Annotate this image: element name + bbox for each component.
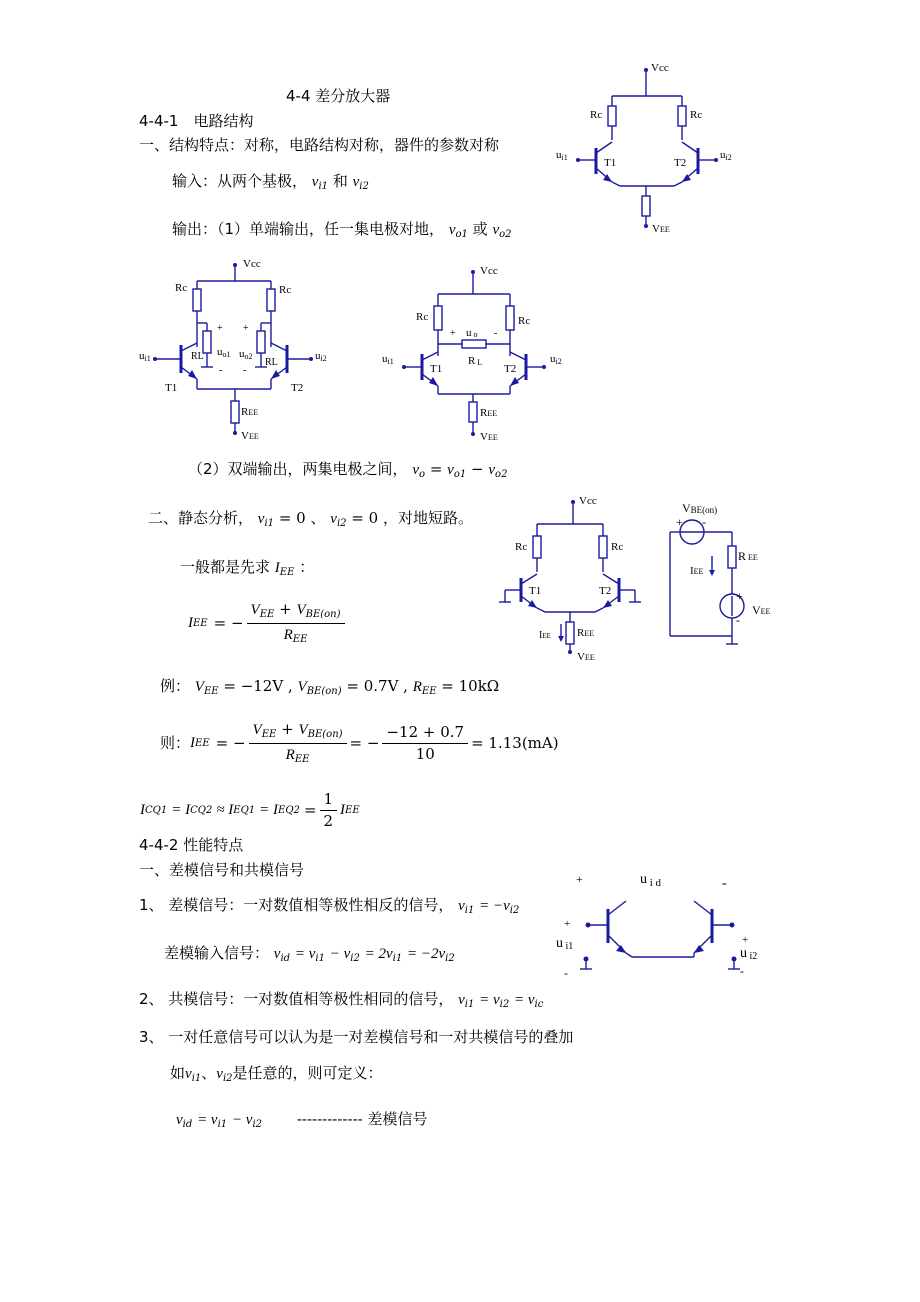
ex-vbe-val: = 0.7V , bbox=[346, 677, 408, 695]
diff-vi1-sub: i1 bbox=[464, 905, 475, 916]
c1-rc-right: Rc bbox=[690, 109, 703, 121]
c3-ree: REE bbox=[480, 407, 498, 419]
eq-sign: = bbox=[429, 460, 443, 478]
vo: v bbox=[412, 462, 419, 478]
formula-fraction bbox=[247, 602, 345, 645]
c3-rc-left: Rc bbox=[416, 311, 429, 323]
static-dot: 、 bbox=[310, 509, 326, 527]
def-vid-expr: = v bbox=[197, 1112, 218, 1128]
c3-uo: u o bbox=[466, 327, 478, 339]
vi1-sub: i1 bbox=[318, 181, 329, 192]
c1-rc-left: Rc bbox=[590, 109, 603, 121]
num-vee-sub: EE bbox=[259, 609, 275, 620]
calc-neg: = − bbox=[215, 734, 246, 752]
heading-4-4-2-text: 4-4-2 性能特点 bbox=[139, 836, 244, 854]
general-iee-sub: EE bbox=[279, 567, 295, 578]
c2-ree: REE bbox=[241, 406, 259, 418]
den-ree-sub: EE bbox=[292, 634, 308, 645]
c2-vcc: Vcc bbox=[243, 258, 261, 270]
c6-minus-left: - bbox=[564, 966, 568, 980]
para-define bbox=[170, 1066, 383, 1084]
c1-vcc: Vcc bbox=[651, 62, 669, 74]
calc-num-vee: V bbox=[252, 722, 262, 738]
c2-uo1: uo1 bbox=[217, 346, 231, 359]
calc-fraction-1 bbox=[249, 722, 347, 765]
c1-t1: T1 bbox=[604, 157, 617, 169]
c2-t2: T2 bbox=[291, 382, 304, 394]
circuit-basic bbox=[550, 60, 750, 240]
vo1: v bbox=[448, 222, 456, 238]
para-example bbox=[160, 679, 499, 697]
vo1-b: v bbox=[447, 462, 454, 478]
example-label: 例： bbox=[160, 677, 191, 695]
input-label: 输入：从两个基极， bbox=[172, 172, 308, 190]
ex-vee-val: = −12V , bbox=[223, 677, 293, 695]
def-vid-b: − v bbox=[231, 1112, 253, 1128]
calc-den: 10 bbox=[415, 745, 435, 763]
diff-signal-label: 1、 差模信号：一对数值相等极性相反的信号， bbox=[139, 896, 454, 914]
vi1: v bbox=[311, 174, 319, 190]
half-den: 2 bbox=[323, 812, 334, 830]
ieq2-sub: EQ2 bbox=[278, 804, 300, 816]
def-dash: ------------- bbox=[296, 1110, 363, 1128]
ieq1-sub: EQ1 bbox=[233, 804, 256, 816]
ex-vee: V bbox=[194, 679, 204, 695]
output2-label: （2）双端输出，两集电极之间， bbox=[188, 460, 408, 478]
formula-iee-lhs-sub: EE bbox=[193, 617, 208, 629]
general-iee: I bbox=[274, 560, 280, 576]
section-title: 4-4 差分放大器 bbox=[286, 87, 391, 105]
c2-t1: T1 bbox=[165, 382, 178, 394]
formula-iee bbox=[188, 602, 348, 645]
calc-num-vee-sub: EE bbox=[261, 729, 277, 740]
formula-neg: = − bbox=[213, 614, 244, 632]
static-label: 二、静态分析， bbox=[148, 509, 254, 527]
para-output-1 bbox=[172, 222, 512, 240]
vi2: v bbox=[352, 174, 360, 190]
cm-rel2: = v bbox=[514, 992, 535, 1008]
c4-ree: REE bbox=[577, 627, 595, 639]
calc-iee: I bbox=[190, 735, 196, 751]
vo2-sub: o2 bbox=[499, 229, 512, 240]
c4-t1: T1 bbox=[529, 585, 542, 597]
vo2: v bbox=[492, 222, 500, 238]
formula-icq: I CQ1 = I CQ2 ≈ I EQ1 = I EQ2 = $\frac{1}{2}$ I EE bbox=[140, 790, 360, 830]
c5-minus: - bbox=[702, 515, 706, 529]
c4-t2: T2 bbox=[599, 585, 612, 597]
c4-iee: IEE bbox=[539, 630, 551, 641]
para-input bbox=[172, 174, 369, 192]
static-vi2-sub: i2 bbox=[336, 518, 347, 529]
define-tail: 是任意的，则可定义： bbox=[232, 1064, 383, 1082]
calc-num-plus: + bbox=[281, 720, 294, 738]
def-label: 差模信号 bbox=[367, 1110, 428, 1128]
c3-t1: T1 bbox=[430, 363, 443, 375]
c2-minus-1: - bbox=[219, 365, 223, 376]
c5-iee: IEE bbox=[690, 565, 704, 577]
para-diff-input bbox=[164, 946, 455, 964]
num-plus: + bbox=[279, 600, 292, 618]
def-vid: v bbox=[176, 1112, 183, 1128]
c3-plus: + bbox=[450, 328, 456, 339]
c2-rc-right: Rc bbox=[279, 284, 292, 296]
vo2-b-sub: o2 bbox=[495, 469, 508, 480]
common-signal-label: 2、 共模信号：一对数值相等极性相同的信号， bbox=[139, 990, 454, 1008]
def-vid-sub: id bbox=[182, 1119, 193, 1130]
c1-vee: VEE bbox=[652, 223, 670, 235]
half-iee: I bbox=[340, 802, 346, 818]
c6-ui1: u i1 bbox=[556, 936, 574, 952]
c3-ui1: ui1 bbox=[382, 353, 394, 366]
vid: v bbox=[273, 946, 281, 962]
c4-vcc: Vcc bbox=[579, 495, 597, 507]
para-output-2 bbox=[188, 462, 507, 480]
para-static bbox=[148, 511, 473, 529]
c6-minus-top: - bbox=[722, 876, 727, 891]
calc-iee-sub: EE bbox=[195, 737, 210, 749]
c4-rc-left: Rc bbox=[515, 541, 528, 553]
calc-den-ree: R bbox=[285, 747, 295, 763]
calc-num-vbe-sub: BE(on) bbox=[307, 729, 343, 740]
heading-4-4-1: 4-4-1 电路结构 bbox=[139, 112, 254, 130]
vid-a-sub: i1 bbox=[315, 953, 325, 964]
cm-rel2-sub: ic bbox=[534, 999, 544, 1010]
diff-vi1: v bbox=[458, 898, 465, 914]
c5-vee: VEE bbox=[752, 603, 771, 617]
cm-vi1: v bbox=[458, 992, 465, 1008]
input-and: 和 bbox=[332, 172, 348, 190]
c3-minus: - bbox=[494, 328, 498, 339]
vid-sub: id bbox=[280, 953, 291, 964]
calc-result: = 1.13(mA) bbox=[471, 734, 559, 752]
circuit-diff-input bbox=[550, 865, 780, 990]
c5-plus-2: + bbox=[736, 589, 743, 603]
icq2: = I bbox=[171, 802, 191, 818]
c4-vee: VEE bbox=[577, 651, 595, 663]
c3-vcc: Vcc bbox=[480, 265, 498, 277]
c5-plus: + bbox=[676, 515, 683, 529]
num-vbe: V bbox=[296, 602, 306, 618]
c6-ui2: u i2 bbox=[740, 946, 758, 962]
c2-plus-2: + bbox=[243, 323, 249, 334]
c3-ui2: ui2 bbox=[550, 353, 562, 366]
c5-vbe: VBE(on) bbox=[682, 501, 718, 515]
icq2-sub: CQ2 bbox=[190, 804, 213, 816]
half-num: 1 bbox=[320, 792, 338, 811]
define-vi1: v bbox=[185, 1066, 192, 1082]
para-common-signal bbox=[139, 992, 543, 1010]
def-vid-a-sub: i1 bbox=[217, 1119, 228, 1130]
cm-vi1-sub: i1 bbox=[464, 999, 475, 1010]
den-ree: R bbox=[283, 627, 293, 643]
output-or: 或 bbox=[472, 220, 488, 238]
general-label: 一般都是先求 bbox=[180, 558, 271, 576]
num-vee: V bbox=[250, 602, 260, 618]
vo-sub: o bbox=[419, 469, 426, 480]
para-structure: 一、结构特点：对称，电路结构对称，器件的参数对称 bbox=[139, 136, 500, 154]
icq1-sub: CQ1 bbox=[145, 804, 168, 816]
calc-fraction-2 bbox=[382, 725, 468, 762]
calc-num: −12 + 0.7 bbox=[382, 725, 468, 744]
ex-ree: R bbox=[412, 679, 422, 695]
static-vi2-zero: = 0 bbox=[351, 509, 379, 527]
circuit-equivalent bbox=[660, 490, 790, 655]
half-iee-sub: EE bbox=[345, 804, 360, 816]
circuit-static bbox=[495, 490, 655, 665]
ex-vbe-sub: BE(on) bbox=[306, 686, 342, 697]
vid-b: − v bbox=[329, 946, 351, 962]
formula-iee-lhs: I bbox=[188, 615, 193, 631]
ieq2: = I bbox=[259, 802, 279, 818]
vo2-b: v bbox=[488, 462, 496, 478]
static-tail: ，对地短路。 bbox=[382, 509, 473, 527]
c1-ui2: ui2 bbox=[720, 149, 732, 162]
c4-rc-right: Rc bbox=[611, 541, 624, 553]
vid-d-sub: i2 bbox=[445, 953, 455, 964]
output1-label: 输出：（1）单端输出，任一集电极对地， bbox=[172, 220, 445, 238]
c2-rc-left: Rc bbox=[175, 282, 188, 294]
c6-minus-right: - bbox=[740, 964, 744, 978]
diff-input-label: 差模输入信号： bbox=[164, 944, 270, 962]
static-vi1-sub: i1 bbox=[264, 518, 275, 529]
then-label: 则： bbox=[160, 734, 191, 752]
para-diff-signal bbox=[139, 898, 519, 916]
c3-t2: T2 bbox=[504, 363, 517, 375]
cm-rel-sub: i2 bbox=[499, 999, 510, 1010]
icq1: I bbox=[140, 802, 145, 818]
define-sep: 、 bbox=[201, 1064, 217, 1082]
c1-t2: T2 bbox=[674, 157, 687, 169]
c5-ree: R EE bbox=[738, 549, 758, 563]
para-signal-types: 一、差模信号和共模信号 bbox=[139, 861, 305, 879]
c2-uo2: uo2 bbox=[239, 348, 253, 361]
c6-uid: u $_{i d}$ bbox=[640, 872, 662, 889]
half-fraction bbox=[320, 792, 338, 829]
def-vid-b-sub: i2 bbox=[252, 1119, 263, 1130]
c2-vee: VEE bbox=[241, 430, 259, 442]
calc-num-vbe: V bbox=[298, 722, 308, 738]
c2-ui2: ui2 bbox=[315, 350, 327, 363]
static-vi1-zero: = 0 bbox=[278, 509, 306, 527]
para-superposition: 3、 一对任意信号可以认为是一对差模信号和一对共模信号的叠加 bbox=[139, 1028, 574, 1046]
heading-4-4-2 bbox=[139, 838, 243, 853]
circuit-double-ended bbox=[380, 260, 580, 450]
diff-rel-sub: i2 bbox=[509, 905, 520, 916]
c3-rc-right: Rc bbox=[518, 315, 531, 327]
define-vi2-sub: i2 bbox=[222, 1073, 233, 1084]
vid-d: = −2v bbox=[406, 946, 446, 962]
minus-sign: − bbox=[471, 460, 484, 478]
ex-vee-sub: EE bbox=[203, 686, 219, 697]
c6-plus-top: + bbox=[576, 872, 583, 886]
num-vbe-sub: BE(on) bbox=[305, 609, 341, 620]
c2-rl-left: RL bbox=[191, 351, 204, 362]
formula-calc bbox=[160, 722, 559, 765]
c2-ui1: ui1 bbox=[139, 350, 151, 363]
c2-minus-2: - bbox=[243, 365, 247, 376]
para-general: 一般都是先求 $I_{EE}$ ： bbox=[180, 558, 315, 578]
diff-rel: = −v bbox=[479, 898, 510, 914]
vo1-b-sub: o1 bbox=[453, 469, 467, 480]
vid-c: = 2v bbox=[364, 946, 393, 962]
define-vi1-sub: i1 bbox=[191, 1073, 202, 1084]
c2-plus-1: + bbox=[217, 323, 223, 334]
ieq1: ≈ I bbox=[216, 802, 234, 818]
c3-vee: VEE bbox=[480, 431, 498, 443]
define-vi2: v bbox=[216, 1066, 223, 1082]
vi2-sub: i2 bbox=[359, 181, 369, 192]
c5-minus-2: - bbox=[736, 613, 740, 627]
c3-rl: R L bbox=[468, 355, 483, 367]
static-vi1: v bbox=[257, 511, 265, 527]
ex-ree-val: = 10kΩ bbox=[441, 677, 500, 695]
vo1-sub: o1 bbox=[455, 229, 468, 240]
c2-rl-right: RL bbox=[265, 357, 278, 368]
c6-plus-right: + bbox=[742, 934, 749, 946]
static-vi2: v bbox=[330, 511, 337, 527]
c6-plus-left: + bbox=[564, 918, 571, 930]
ex-ree-sub: EE bbox=[421, 686, 437, 697]
ex-vbe: V bbox=[297, 679, 307, 695]
calc-den-ree-sub: EE bbox=[294, 754, 310, 765]
cm-rel: = v bbox=[479, 992, 500, 1008]
para-vid-def bbox=[176, 1112, 428, 1130]
vid-c-sub: i1 bbox=[392, 953, 403, 964]
calc-mid: = − bbox=[349, 734, 380, 752]
vid-expr: = v bbox=[294, 946, 316, 962]
c1-ui1: ui1 bbox=[556, 149, 568, 162]
circuit-single-ended bbox=[135, 255, 365, 450]
define-if: 如 bbox=[170, 1064, 186, 1082]
vid-b-sub: i2 bbox=[350, 953, 360, 964]
